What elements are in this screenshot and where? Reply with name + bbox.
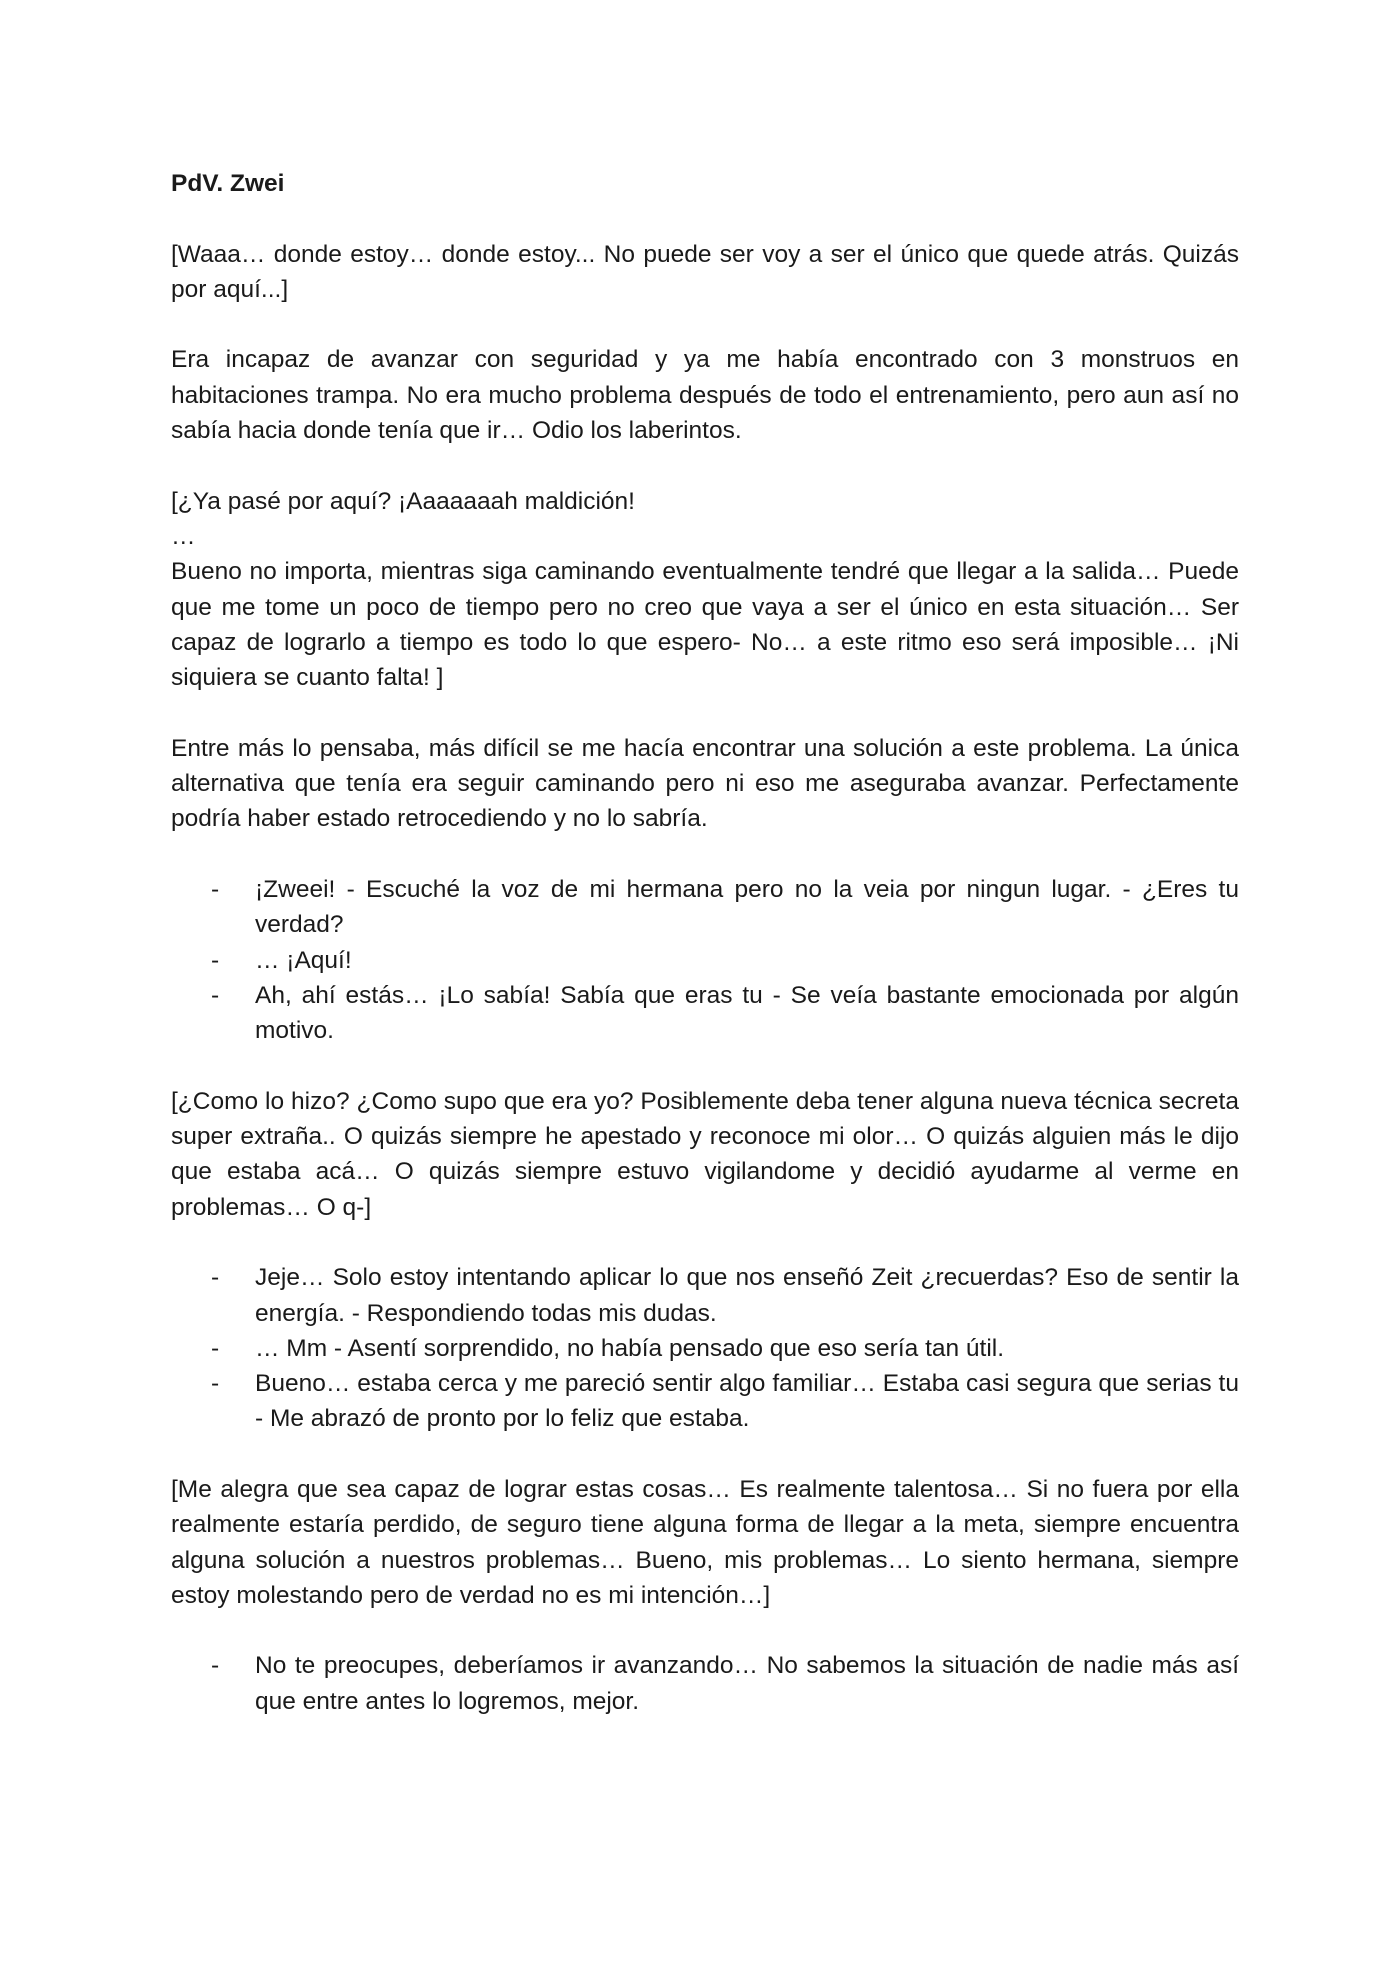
paragraph	[171, 731, 1239, 837]
document-title: PdV. Zwei	[171, 170, 285, 197]
dialogue-item	[171, 1260, 1239, 1331]
paragraph-line: [¿Como lo hizo? ¿Como supo que era yo? Posiblemente deba tener alguna nueva técnica secreta super extraña.. O quizás siempre he apestado y reconoce mi olor… O quizás alguien más le dijo que estaba acá… O quizás siempre estuvo vigilandome y decidió ayudarme al verme en problemas… O q-]	[171, 1087, 1239, 1221]
dialogue-dash: -	[211, 1652, 220, 1680]
paragraph-line: [Me alegra que sea capaz de lograr estas cosas… Es realmente talentosa… Si no fuera por ella realmente estaría perdido, de seguro tiene alguna forma de llegar a la meta, siempre encuentra alguna solución a nuestros problemas… Bueno, mis problemas… Lo siento hermana, siempre estoy molestando pero de verdad no es mi intención…]	[171, 1475, 1239, 1609]
dialogue-item	[171, 1648, 1239, 1719]
paragraph-line: …	[171, 522, 196, 550]
dialogue-list	[171, 872, 1239, 1048]
dialogue-item	[171, 978, 1239, 1049]
paragraph-line: [Waaa… donde estoy… donde estoy... No puede ser voy a ser el único que quede atrás. Quizás por aquí...]	[171, 240, 1239, 303]
paragraph-line: Era incapaz de avanzar con seguridad y ya me había encontrado con 3 monstruos en habitaciones trampa. No era mucho problema después de todo el entrenamiento, pero aun así no sabía hacia donde tenía que ir… Odio los laberintos.	[171, 346, 1239, 445]
paragraph-line: Entre más lo pensaba, más difícil se me hacía encontrar una solución a este problema. La única alternativa que tenía era seguir caminando pero ni eso me aseguraba avanzar. Perfectamente podría haber estado retrocediendo y no lo sabría.	[171, 734, 1239, 833]
dialogue-item	[171, 872, 1239, 943]
paragraph	[171, 1472, 1239, 1613]
dialogue-text: Jeje… Solo estoy intentando aplicar lo que nos enseñó Zeit ¿recuerdas? Eso de sentir la energía. - Respondiendo todas mis dudas.	[255, 1264, 1239, 1327]
dialogue-item	[171, 1331, 1239, 1366]
dialogue-text: Ah, ahí estás… ¡Lo sabía! Sabía que eras tu - Se veía bastante emocionada por algún motivo.	[255, 981, 1239, 1045]
dialogue-dash: -	[211, 981, 220, 1009]
paragraph	[171, 484, 1239, 696]
document-page	[171, 166, 1239, 1754]
dialogue-text: … ¡Aquí!	[255, 946, 352, 974]
dialogue-list	[171, 1648, 1239, 1719]
paragraph	[171, 237, 1239, 308]
dialogue-dash: -	[211, 946, 220, 974]
dialogue-item	[171, 1366, 1239, 1437]
dialogue-item	[171, 943, 1239, 978]
dialogue-dash: -	[211, 1334, 220, 1362]
dialogue-text: No te preocupes, deberíamos ir avanzando… No sabemos la situación de nadie más así que entre antes lo logremos, mejor.	[255, 1652, 1239, 1715]
dialogue-list	[171, 1260, 1239, 1436]
paragraph-line: [¿Ya pasé por aquí? ¡Aaaaaaah maldición!	[171, 487, 635, 515]
dialogue-text: ¡Zweei! - Escuché la voz de mi hermana pero no la veia por ningun lugar. - ¿Eres tu verdad?	[255, 875, 1239, 939]
paragraph	[171, 342, 1239, 448]
dialogue-dash: -	[211, 1264, 220, 1292]
dialogue-dash: -	[211, 1370, 220, 1398]
dialogue-text: … Mm - Asentí sorprendido, no había pensado que eso sería tan útil.	[255, 1334, 1005, 1362]
paragraph-line: Bueno no importa, mientras siga caminando eventualmente tendré que llegar a la salida… Puede que me tome un poco de tiempo pero no creo que vaya a ser el único en esta situación… Ser capaz de lograrlo a tiempo es todo lo que espero- No… a este ritmo eso será imposible… ¡Ni siquiera se cuanto falta! ]	[171, 558, 1239, 692]
paragraph	[171, 1084, 1239, 1225]
dialogue-dash: -	[211, 875, 220, 903]
dialogue-text: Bueno… estaba cerca y me pareció sentir algo familiar… Estaba casi segura que serias tu - Me abrazó de pronto por lo feliz que estaba.	[255, 1370, 1239, 1433]
